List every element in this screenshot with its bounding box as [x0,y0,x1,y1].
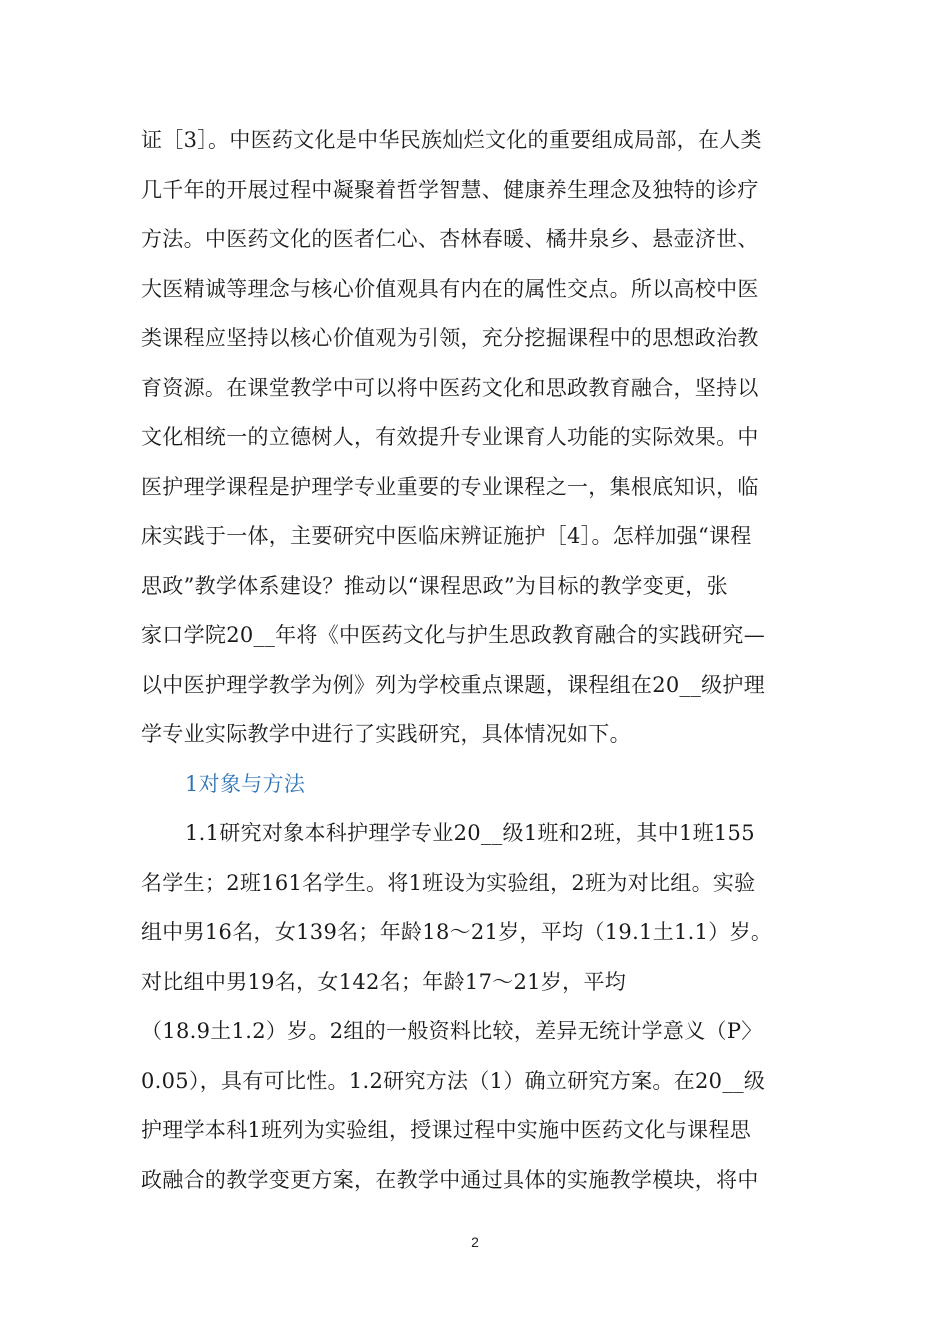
text-line: 名学生；2班161名学生。将1班设为实验组，2班为对比组。实验 [141,870,756,895]
text-line: 家口学院20__年将《中医药文化与护生思政教育融合的实践研究— [141,623,766,647]
body-text [141,119,811,1208]
text-line: 大医精诚等理念与核心价值观具有内在的属性交点。所以高校中医 [141,276,759,301]
text-line: （18.9土1.2）岁。2组的一般资料比较，差异无统计学意义（P〉 [141,1019,763,1043]
text-line: 文化相统一的立德树人，有效提升专业课育人功能的实际效果。中 [141,425,759,449]
page-number: 2 [471,1234,479,1250]
text-line: 0.05），具有可比性。1.2研究方法（1）确立研究方案。在20__级 [141,1068,766,1093]
section-heading: 1对象与方法 [185,771,306,796]
text-line: 方法。中医药文化的医者仁心、杏林春暖、橘井泉乡、悬壶济世、 [141,227,759,251]
text-line: 类课程应坚持以核心价值观为引领，充分挖掘课程中的思想政治教 [141,326,759,350]
text-line: 对比组中男19名，女142名；年龄17～21岁，平均 [141,969,627,994]
text-line: 以中医护理学教学为例》列为学校重点课题，课程组在20__级护理 [141,672,766,697]
text-line: 学专业实际教学中进行了实践研究，具体情况如下。 [141,722,631,746]
text-line: 1.1研究对象本科护理学专业20__级1班和2班，其中1班155 [185,821,755,845]
text-line: 护理学本科1班列为实验组，授课过程中实施中医药文化与课程思 [141,1118,752,1142]
text-line: 床实践于一体，主要研究中医临床辨证施护［4］。怎样加强“课程 [141,524,752,548]
text-line: 组中男16名，女139名；年龄18～21岁，平均（19.1土1.1）岁。 [141,920,773,944]
text-line: 思政”教学体系建设？推动以“课程思政”为目标的教学变更，张 [141,573,728,598]
text-line: 医护理学课程是护理学专业重要的专业课程之一，集根底知识，临 [141,474,759,499]
text-line: 证［3］。中医药文化是中华民族灿烂文化的重要组成局部，在人类 [141,128,762,152]
text-line: 几千年的开展过程中凝聚着哲学智慧、健康养生理念及独特的诊疗 [141,177,759,202]
text-line: 育资源。在课堂教学中可以将中医药文化和思政教育融合，坚持以 [141,375,759,400]
text-line: 政融合的教学变更方案，在教学中通过具体的实施教学模块，将中 [141,1167,759,1192]
